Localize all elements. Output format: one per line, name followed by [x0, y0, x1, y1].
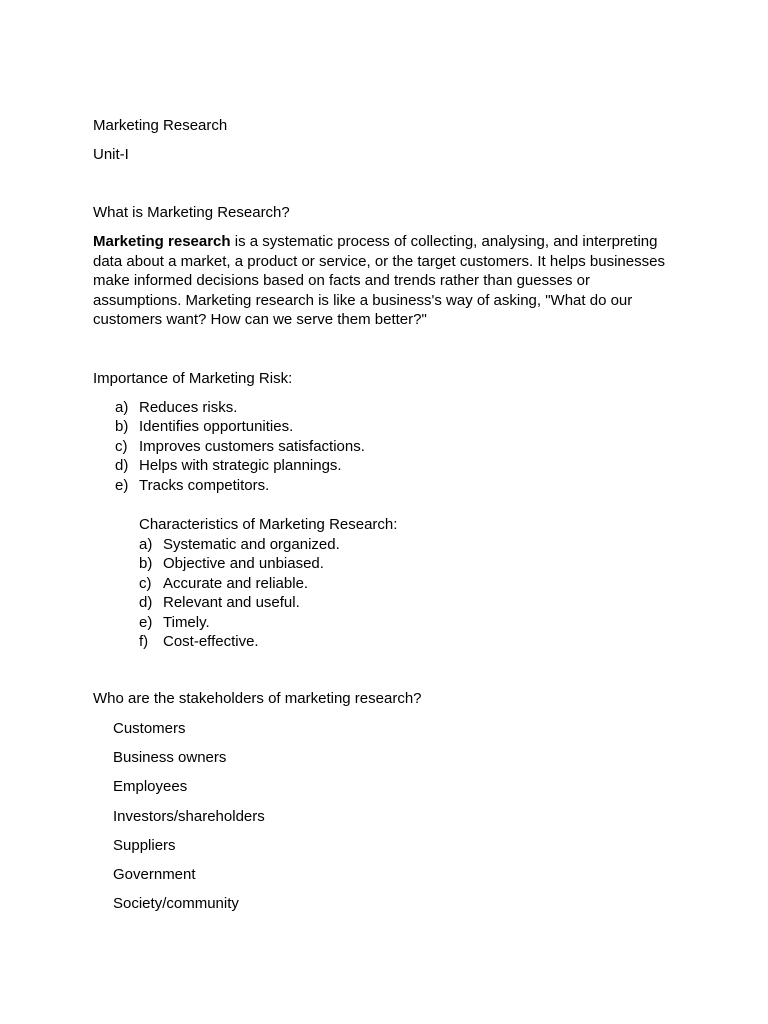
list-item-text: Timely. — [163, 613, 210, 631]
definition-paragraph — [93, 232, 668, 330]
question-what-is: What is Marketing Research? — [93, 204, 290, 221]
list-item — [115, 476, 365, 495]
list-item — [115, 456, 365, 475]
importance-heading: Importance of Marketing Risk: — [93, 370, 293, 387]
list-marker: e) — [139, 613, 153, 631]
list-item — [139, 632, 340, 651]
list-marker: c) — [115, 437, 128, 455]
definition-term: Marketing research — [93, 233, 231, 250]
stakeholders-heading: Who are the stakeholders of marketing research? — [93, 690, 422, 707]
stakeholder-item: Customers — [113, 720, 186, 737]
list-item-text: Helps with strategic plannings. — [139, 457, 342, 475]
list-marker: c) — [139, 574, 152, 592]
list-item-text: Accurate and reliable. — [163, 574, 309, 592]
list-item-text: Relevant and useful. — [163, 594, 300, 612]
list-item — [139, 554, 340, 573]
list-marker: a) — [139, 536, 153, 553]
stakeholder-item: Society/community — [113, 895, 239, 912]
list-item-text: Tracks competitors. — [139, 476, 270, 494]
stakeholder-item: Business owners — [113, 749, 227, 766]
list-marker: f) — [139, 633, 149, 651]
document-page — [93, 0, 693, 1024]
list-item — [139, 613, 340, 632]
stakeholder-item: Suppliers — [113, 837, 176, 854]
list-item — [139, 535, 340, 554]
list-item-text: Identifies opportunities. — [139, 418, 294, 436]
list-item — [115, 437, 365, 456]
stakeholder-item: Government — [113, 866, 196, 883]
list-marker: a) — [115, 399, 129, 416]
list-item-text: Objective and unbiased. — [163, 555, 324, 573]
list-item-text: Improves customers satisfactions. — [139, 437, 365, 455]
list-item-text: Reduces risks. — [139, 399, 238, 416]
list-marker: b) — [139, 555, 153, 573]
list-marker: b) — [115, 418, 129, 436]
list-item — [139, 574, 340, 593]
document-title: Marketing Research — [93, 117, 228, 134]
importance-list — [115, 398, 365, 495]
stakeholder-item: Investors/shareholders — [113, 808, 265, 825]
list-marker: d) — [139, 594, 153, 612]
definition-text: is a systematic process of collecting, analysing, and interpreting data about a market, a product or service, or the target customers. It helps businesses make informed decisions based on facts and trends rather than guesses or assumptions. Marketing research is like a business's way of asking, "What do our customers want? How can we serve them better?" — [93, 233, 665, 328]
list-item-text: Systematic and organized. — [163, 536, 340, 553]
list-item — [115, 398, 365, 417]
characteristics-list — [139, 535, 340, 651]
list-item — [115, 417, 365, 436]
characteristics-heading: Characteristics of Marketing Research: — [139, 516, 398, 533]
unit-label: Unit-I — [93, 146, 129, 163]
list-item-text: Cost-effective. — [163, 633, 259, 651]
list-item — [139, 593, 340, 612]
list-marker: d) — [115, 457, 129, 475]
list-marker: e) — [115, 476, 129, 494]
stakeholder-item: Employees — [113, 778, 188, 795]
